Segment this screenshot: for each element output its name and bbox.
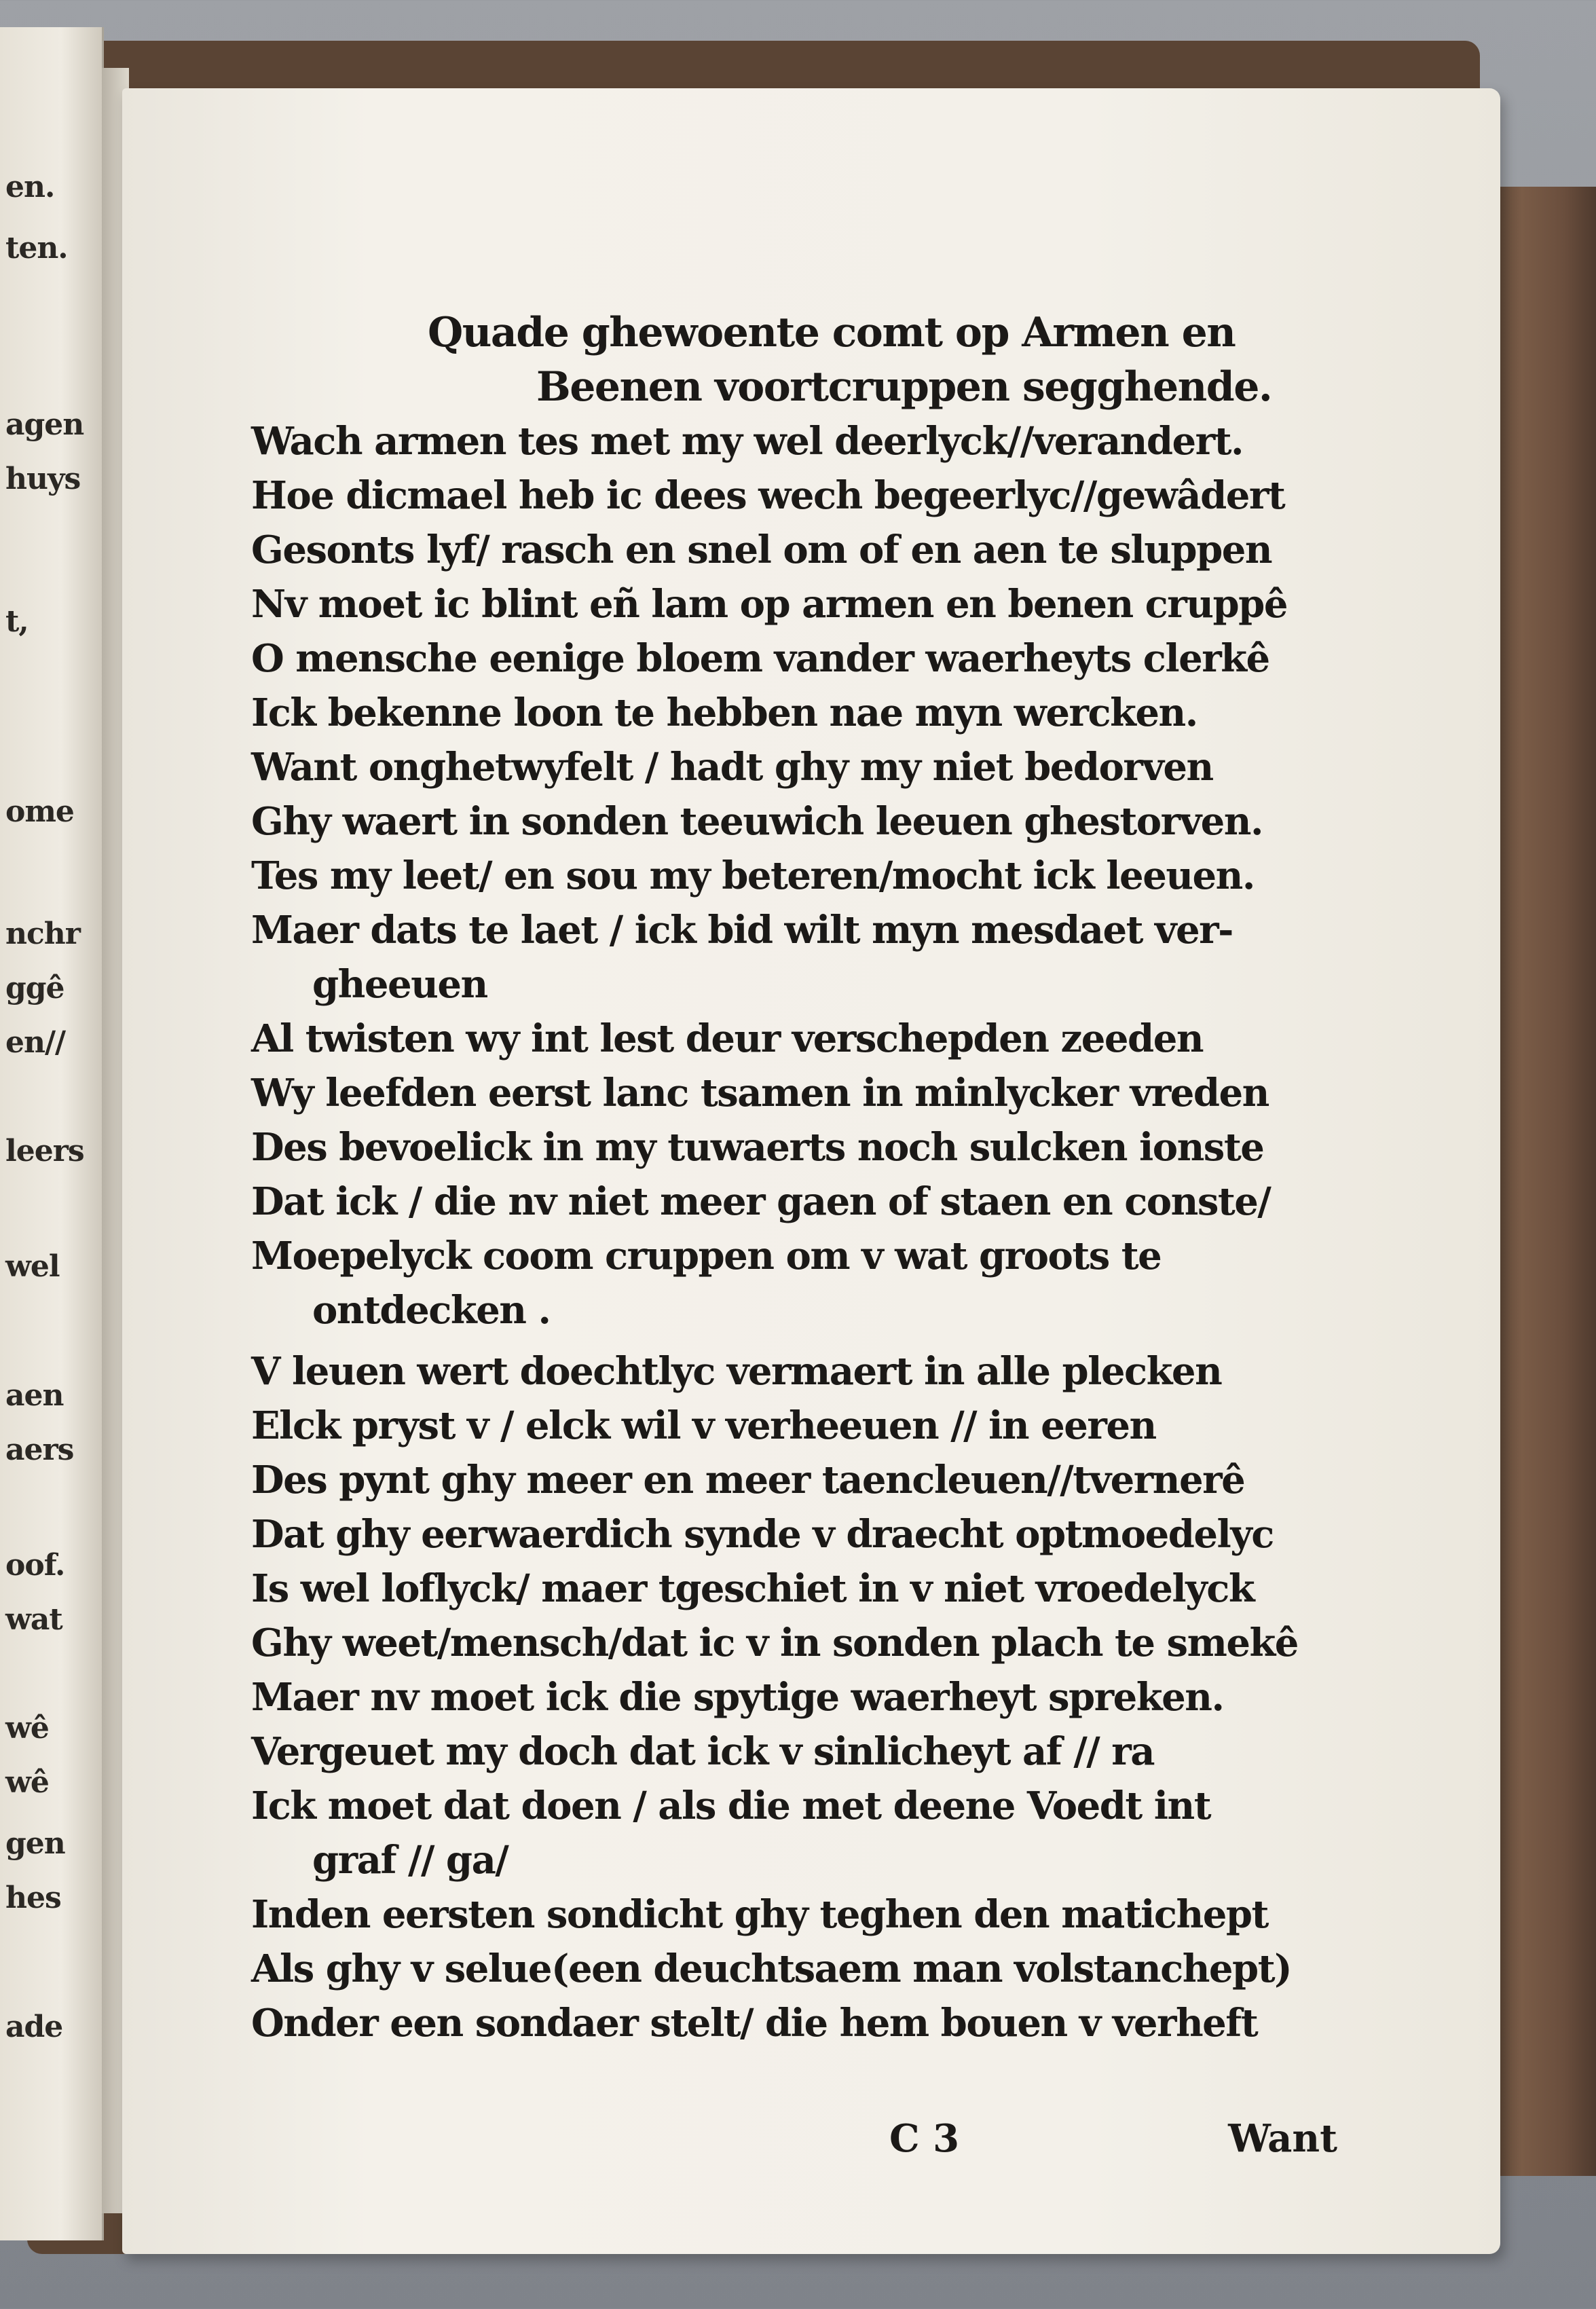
left-page-fragment: ome	[5, 794, 74, 829]
left-page-fragment: en//	[5, 1025, 66, 1060]
verse-line: Maer nv moet ick die spytige waerheyt spreken.	[251, 1675, 1224, 1720]
left-page-fragment: wel	[5, 1249, 60, 1284]
verse-line: Gesonts lyf/ rasch en snel om of en aen te sluppen	[251, 528, 1272, 572]
heading-line: Quade ghewoente comt op Armen en	[428, 309, 1236, 356]
verse-line: Maer dats te laet / ick bid wilt myn mesdaet ver-	[251, 908, 1233, 953]
left-page-fragment: agen	[5, 407, 84, 442]
book-spine	[1490, 187, 1596, 2176]
verse-line: V leuen wert doechtlyc vermaert in alle plecken	[251, 1349, 1222, 1394]
left-page-fragment: leers	[5, 1134, 84, 1168]
verse-line: graf // ga/	[312, 1838, 508, 1883]
left-page-fragment: ggê	[5, 971, 64, 1005]
left-page-fragment: ade	[5, 2010, 63, 2044]
verse-line: Wy leefden eerst lanc tsamen in minlycker vreden	[251, 1071, 1269, 1115]
verse-line: Is wel loflyck/ maer tgeschiet in v niet vroedelyck	[251, 1566, 1255, 1611]
right-page	[122, 88, 1500, 2254]
left-page-fragment: nchr	[5, 917, 80, 951]
verse-line: ontdecken .	[312, 1288, 551, 1333]
verse-line: Elck pryst v / elck wil v verheeuen // in eeren	[251, 1403, 1156, 1448]
verse-line: Dat ick / die nv niet meer gaen of staen en conste/	[251, 1179, 1271, 1224]
left-page-fragment: aers	[5, 1433, 74, 1467]
verse-line: Onder een sondaer stelt/ die hem bouen v verheft	[251, 2001, 1258, 2046]
left-page-fragment: ten.	[5, 231, 68, 265]
verse-line: Tes my leet/ en sou my beteren/mocht ick leeuen.	[251, 853, 1255, 898]
verse-line: Hoe dicmael heb ic dees wech begeerlyc//gewâdert	[251, 473, 1285, 518]
verse-line: Ghy waert in sonden teeuwich leeuen ghestorven.	[251, 799, 1263, 844]
verse-line: Dat ghy eerwaerdich synde v draecht optmoedelyc	[251, 1512, 1274, 1557]
verse-line: Inden eersten sondicht ghy teghen den matichept	[251, 1892, 1268, 1937]
left-page-fragment: gen	[5, 1826, 65, 1861]
left-page-fragment: t,	[5, 604, 29, 639]
verse-line: gheeuen	[312, 962, 487, 1007]
verse-line: Ick bekenne loon te hebben nae myn wercken.	[251, 690, 1198, 735]
signature-mark: C 3	[889, 2116, 960, 2161]
verse-line: Want onghetwyfelt / hadt ghy my niet bedorven	[251, 745, 1213, 790]
left-page-fragment: aen	[5, 1378, 64, 1413]
verse-line: Nv moet ic blint eñ lam op armen en benen cruppê	[251, 582, 1287, 627]
left-page-fragment: wat	[5, 1602, 62, 1637]
left-page	[0, 27, 104, 2240]
verse-line: Ick moet dat doen / als die met deene Voedt int	[251, 1784, 1211, 1828]
verse-line: Als ghy v selue(een deuchtsaem man volstanchept)	[251, 1946, 1292, 1991]
verse-line: Wach armen tes met my wel deerlyck//verandert.	[251, 419, 1244, 464]
left-page-fragment: hes	[5, 1881, 61, 1915]
verse-line: Al twisten wy int lest deur verschepden zeeden	[251, 1016, 1204, 1061]
left-page-fragment: oof.	[5, 1548, 65, 1583]
verse-line: Des pynt ghy meer en meer taencleuen//tvernerê	[251, 1458, 1245, 1502]
left-page-fragment: wê	[5, 1765, 49, 1800]
verse-line: Vergeuet my doch dat ick v sinlicheyt af // ra	[251, 1729, 1155, 1774]
left-page-fragment: en.	[5, 170, 55, 204]
heading-line: Beenen voortcruppen segghende.	[536, 363, 1272, 411]
left-page-fragment: huys	[5, 462, 81, 496]
verse-line: Moepelyck coom cruppen om v wat groots te	[251, 1234, 1162, 1278]
catchword: Want	[1228, 2116, 1337, 2161]
page-footer	[251, 2111, 1337, 2166]
left-page-fragment: wê	[5, 1711, 49, 1745]
verse-line: Ghy weet/mensch/dat ic v in sonden plach te smekê	[251, 1621, 1298, 1665]
verse-line: O mensche eenige bloem vander waerheyts clerkê	[251, 636, 1269, 681]
verse-line: Des bevoelick in my tuwaerts noch sulcken ionste	[251, 1125, 1264, 1170]
